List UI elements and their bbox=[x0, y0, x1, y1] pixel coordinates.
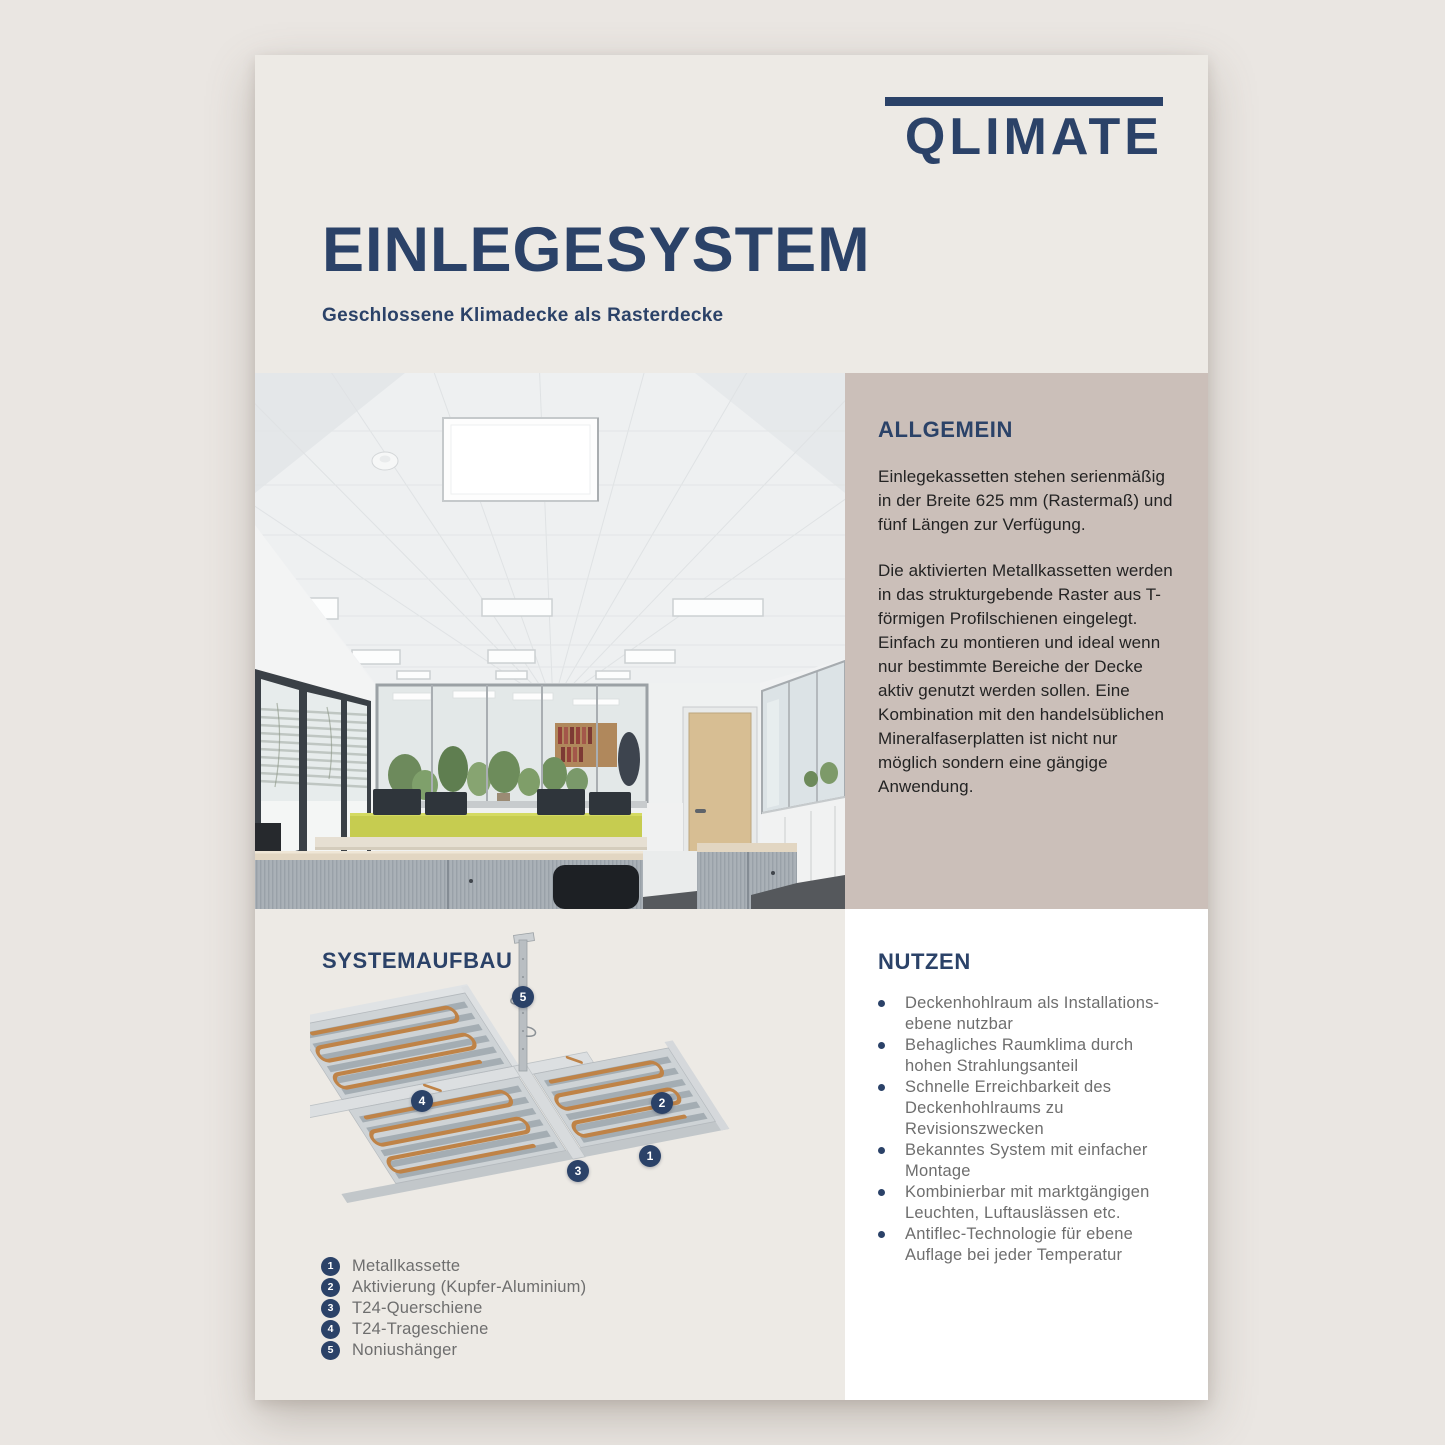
systemaufbau-heading: SYSTEMAUFBAU bbox=[322, 948, 513, 973]
bullet-text: Bekanntes System mit einfacher Montage bbox=[905, 1141, 1148, 1180]
legend-label: T24-Trageschiene bbox=[352, 1320, 489, 1338]
office-photo bbox=[255, 373, 845, 909]
section-nutzen bbox=[845, 909, 1208, 1400]
brand-name: QLIMATE bbox=[904, 108, 1163, 166]
diagram-callout-2: 2 bbox=[651, 1092, 673, 1114]
legend-item bbox=[321, 1319, 586, 1340]
diagram-callout-4: 4 bbox=[411, 1090, 433, 1112]
diagram-callout-5: 5 bbox=[512, 986, 534, 1008]
section-allgemein bbox=[845, 373, 1208, 909]
brand-logo bbox=[885, 97, 1163, 165]
sideboards bbox=[255, 843, 797, 909]
legend-item bbox=[321, 1277, 586, 1298]
page-subtitle: Geschlossene Klimadecke als Rasterdecke bbox=[322, 305, 724, 326]
system-diagram bbox=[310, 931, 750, 1245]
bullet-text: Deckenhohlraum als Installations-ebene nutzbar bbox=[905, 994, 1160, 1033]
legend-number: 1 bbox=[321, 1257, 340, 1276]
legend-number: 3 bbox=[321, 1299, 340, 1318]
page-title: EINLEGESYSTEM bbox=[322, 215, 871, 285]
bullet-text: Antiflec-Technologie für ebene Auflage bei jeder Temperatur bbox=[905, 1225, 1133, 1264]
legend-label: T24-Querschiene bbox=[352, 1299, 483, 1317]
legend-label: Metallkassette bbox=[352, 1257, 461, 1275]
bullet-dot bbox=[878, 1231, 885, 1238]
nutzen-bullet-list bbox=[878, 993, 1182, 1266]
bullet-text: Schnelle Erreichbarkeit des Deckenhohlraums zu Revisionszwecken bbox=[905, 1078, 1112, 1138]
legend-number: 4 bbox=[321, 1320, 340, 1339]
allgemein-paragraph-1: Einlegekassetten stehen serienmäßig in der Breite 625 mm (Rastermaß) und fünf Längen zur Verfügung. bbox=[878, 467, 1173, 534]
legend-item bbox=[321, 1298, 586, 1319]
diagram-callout-1: 1 bbox=[639, 1145, 661, 1167]
bullet-dot bbox=[878, 1000, 885, 1007]
legend-item bbox=[321, 1340, 586, 1361]
bullet-item bbox=[878, 1077, 1182, 1140]
jacket bbox=[618, 732, 640, 786]
bullet-text: Behagliches Raumklima durch hohen Strahlungsanteil bbox=[905, 1036, 1134, 1075]
bullet-dot bbox=[878, 1042, 885, 1049]
allgemein-heading: ALLGEMEIN bbox=[878, 417, 1013, 442]
yellow-screens bbox=[350, 813, 642, 837]
legend-number: 2 bbox=[321, 1278, 340, 1297]
bullet-dot bbox=[878, 1189, 885, 1196]
legend-item bbox=[321, 1256, 586, 1277]
bullet-dot bbox=[878, 1147, 885, 1154]
diagram-callout-3: 3 bbox=[567, 1160, 589, 1182]
bullet-item bbox=[878, 993, 1182, 1035]
logo-bar bbox=[885, 97, 1163, 106]
bullet-text: Kombinierbar mit marktgängigen Leuchten, Luftauslässen etc. bbox=[905, 1183, 1150, 1222]
legend-label: Aktivierung (Kupfer-Aluminium) bbox=[352, 1278, 587, 1296]
legend-label: Noniushänger bbox=[352, 1341, 458, 1359]
diagram-legend bbox=[321, 1256, 586, 1361]
bullet-item bbox=[878, 1140, 1182, 1182]
allgemein-paragraph-2: Die aktivierten Metallkassetten werden in das strukturgebende Raster aus T-förmigen Profilschienen eingelegt. Einfach zu montieren und ideal wenn nur bestimmte Bereiche der Decke aktiv genutzt werden sollen. Eine Kombination mit den handelsüblichen Mineralfaserplatten ist nicht nur möglich sondern eine gängige Anwendung. bbox=[878, 561, 1173, 796]
nutzen-heading: NUTZEN bbox=[878, 949, 971, 974]
bullet-item bbox=[878, 1182, 1182, 1224]
legend-number: 5 bbox=[321, 1341, 340, 1360]
bullet-item bbox=[878, 1035, 1182, 1077]
bullet-dot bbox=[878, 1084, 885, 1091]
datasheet-page bbox=[255, 55, 1208, 1400]
bullet-item bbox=[878, 1224, 1182, 1266]
office-chair bbox=[553, 865, 639, 909]
